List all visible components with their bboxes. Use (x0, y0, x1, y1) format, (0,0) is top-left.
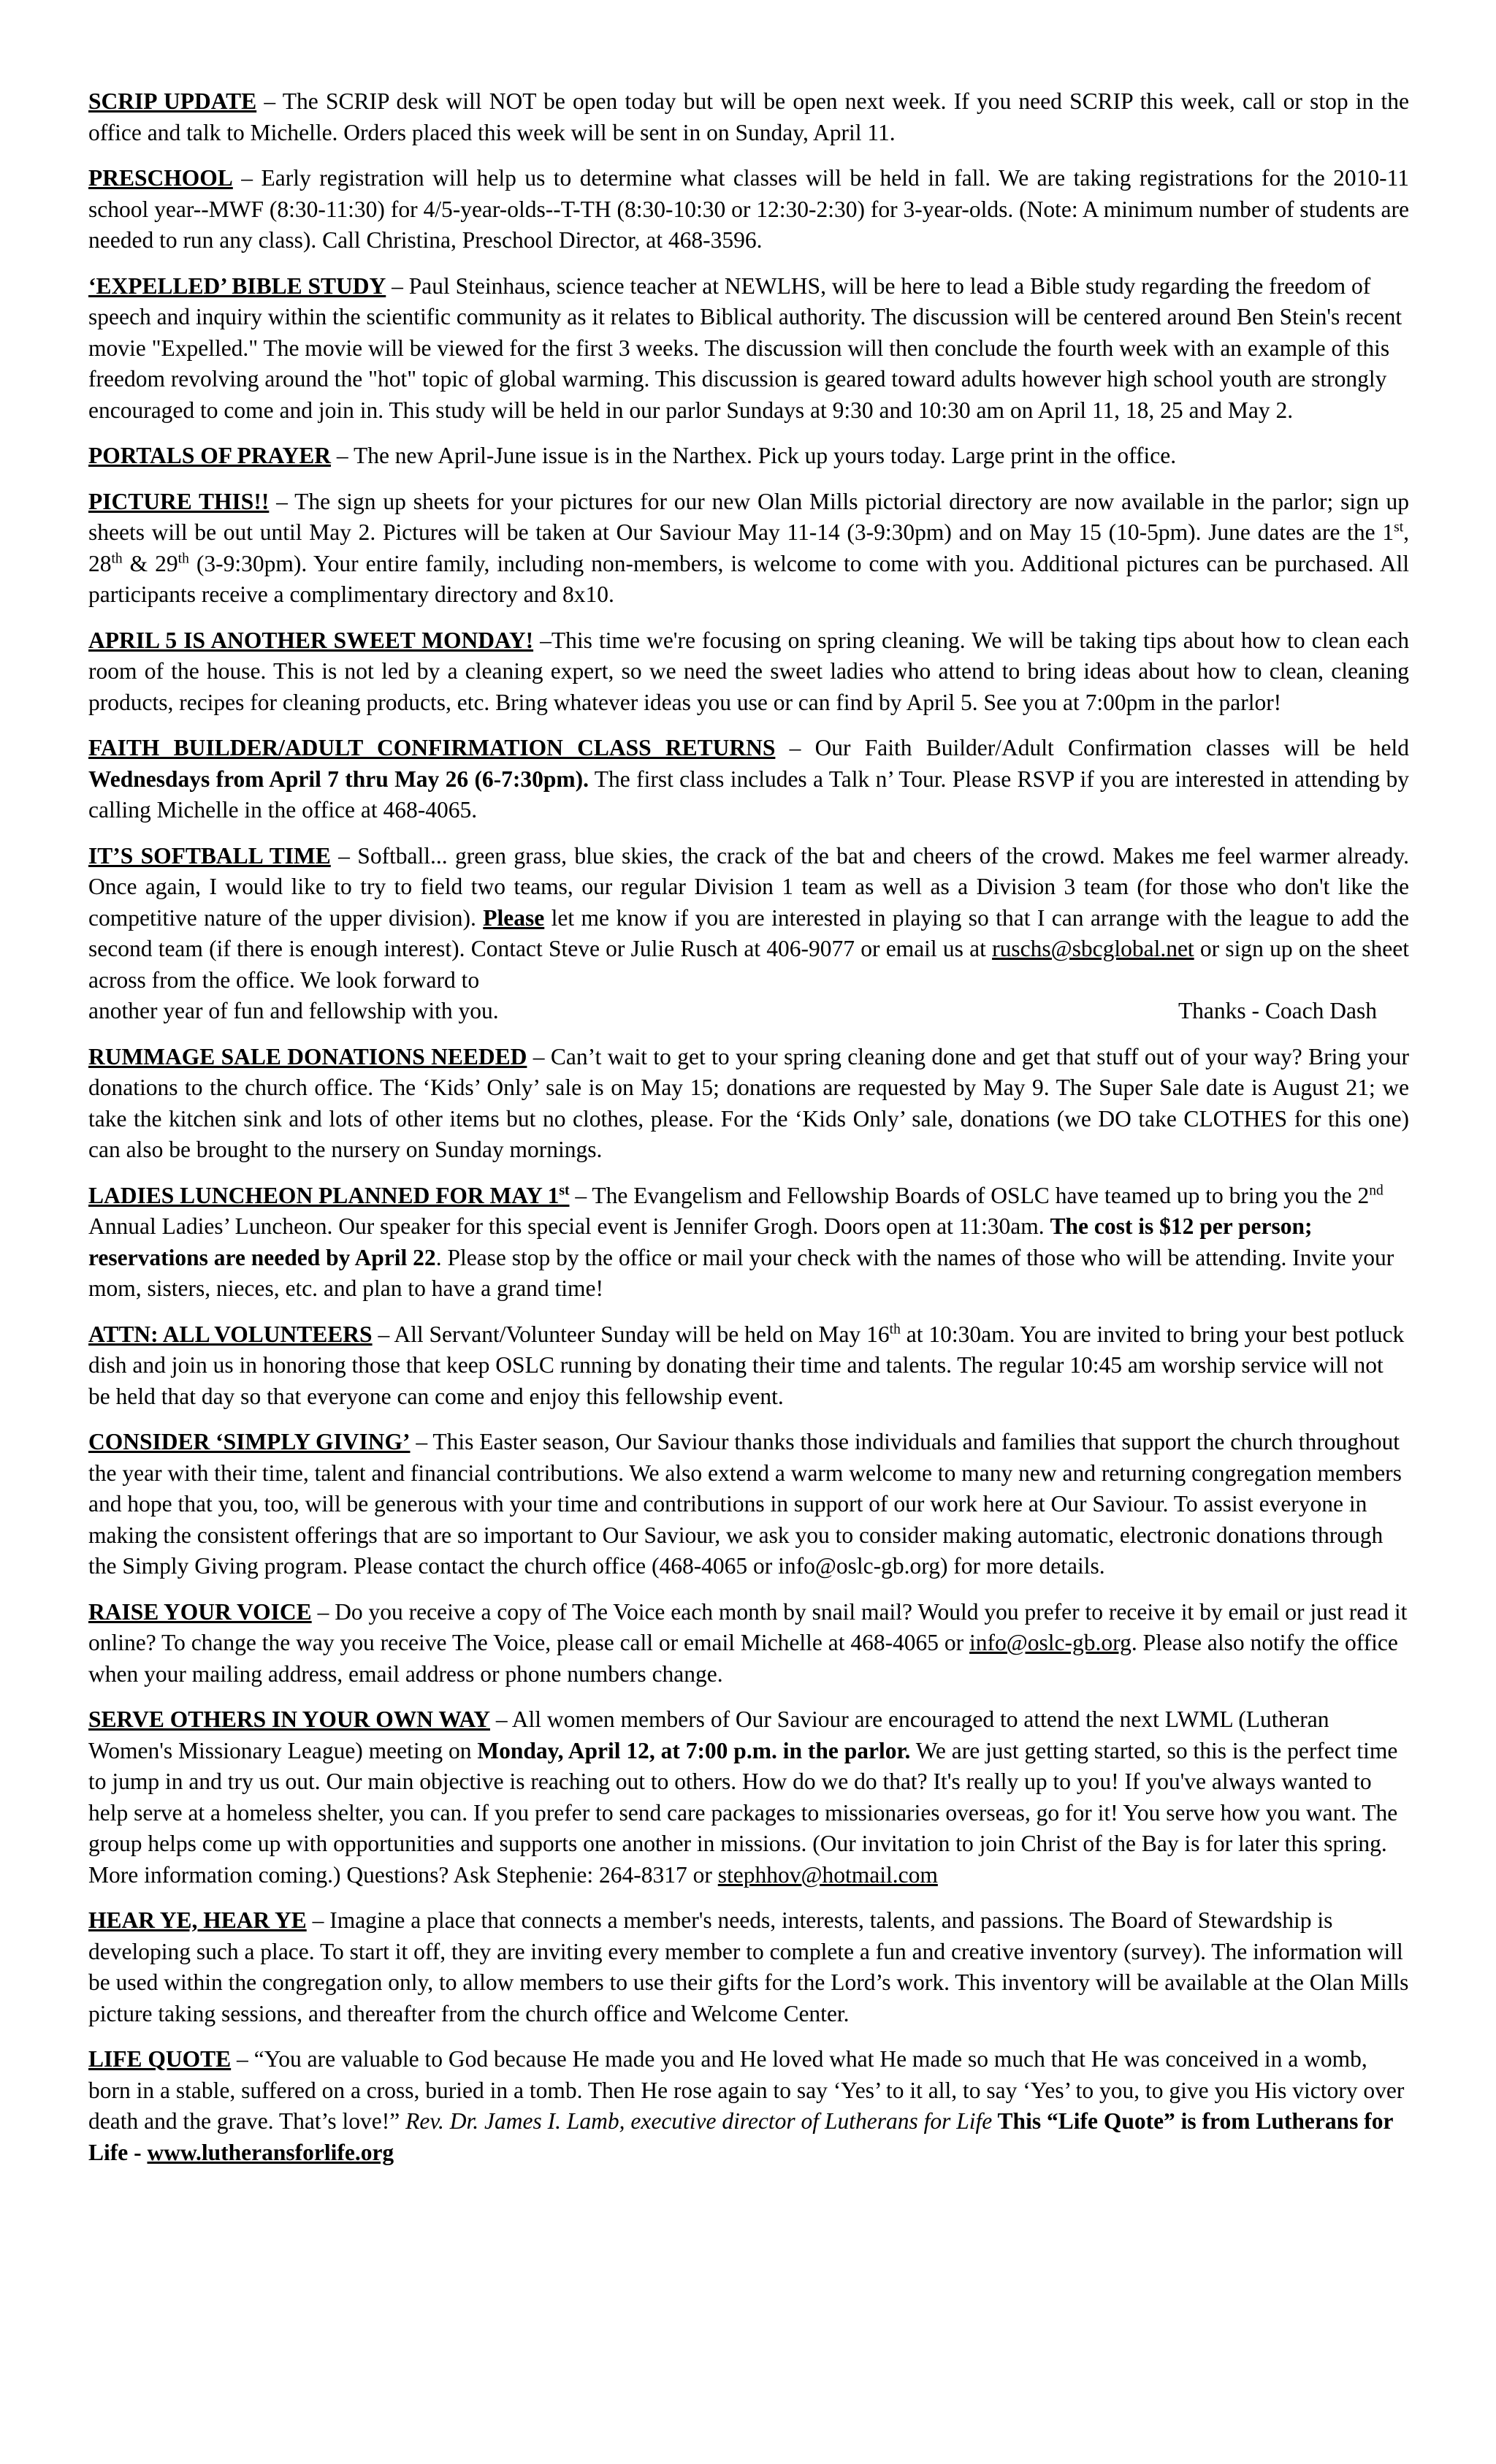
section-body: , 28 (88, 519, 1409, 576)
section-body: – The SCRIP desk will NOT be open today but will be open next week. If you need SCRIP this week, call or stop in the office and talk to Michelle. Orders placed this week will be sent in on Sunday, April 11. (88, 88, 1410, 145)
section-heading: LIFE QUOTE (88, 2046, 232, 2072)
faith-builder-section (88, 733, 1409, 826)
section-body: –This time we're focusing on spring cleaning. We will be taking tips about how to clean each room of the house. This is not led by a cleaning expert, so we need the sweet ladies who attend to bring ideas about how to clean, cleaning products, recipes for cleaning products, etc. Bring whatever ideas you use or can find by April 5. See you at 7:00pm in the parlor! (88, 627, 1409, 715)
section-body: . Please also notify the office when your mailing address, email address or phone numbers change. (88, 1630, 1398, 1687)
section-heading: PRESCHOOL (88, 165, 233, 191)
section-body: – Our Faith Builder/Adult Confirmation classes will be held (775, 735, 1409, 760)
sweet-monday-section (88, 625, 1409, 719)
rummage-sale-section (88, 1042, 1409, 1166)
section-heading: CONSIDER ‘SIMPLY GIVING’ (88, 1429, 411, 1454)
email-link[interactable]: stephhov@hotmail.com (717, 1861, 938, 1888)
section-body: (3-9:30pm). Your entire family, including non-members, is welcome to come with you. Additional pictures can be purchased. All participants receive a complimentary directory and 8x10. (88, 550, 1409, 607)
preschool-section (88, 163, 1409, 256)
please-emphasis: Please (483, 904, 545, 931)
section-heading (88, 1183, 569, 1208)
life-quote-section (88, 2044, 1409, 2168)
section-heading: FAITH BUILDER/ADULT CONFIRMATION CLASS RETURNS (88, 735, 776, 760)
email-link[interactable]: info@oslc-gb.org (969, 1630, 1131, 1655)
section-body: . Please stop by the office or mail your check with the names of those who will be attending. Invite your mom, sisters, nieces, etc. and plan to have a grand time! (88, 1244, 1394, 1301)
class-schedule: Wednesdays from April 7 thru May 26 (6-7:30pm). (88, 766, 589, 792)
picture-this-section (88, 487, 1409, 611)
section-heading: HEAR YE, HEAR YE (88, 1907, 307, 1933)
hear-ye-section (88, 1905, 1409, 2029)
section-body: – The Evangelism and Fellowship Boards of OSLC have teamed up to bring you the 2 (569, 1182, 1370, 1208)
meeting-time: Monday, April 12, at 7:00 p.m. in the parlor. (477, 1737, 911, 1763)
softball-section (88, 841, 1409, 1027)
ordinal-suffix: th (111, 551, 123, 566)
section-body: – The sign up sheets for your pictures for our new Olan Mills pictorial directory are now available in the parlor; sign up sheets will be out until May 2. Pictures will be taken at Our Saviour May 11-14 (3-9:30pm) and on May 15 (10-5pm). June dates are the 1 (88, 488, 1409, 545)
section-heading: APRIL 5 IS ANOTHER SWEET MONDAY! (88, 627, 534, 653)
section-body: – Can’t wait to get to your spring cleaning done and get that stuff out of your way? Bring your donations to the church office. The ‘Kids’ Only’ sale is on May 15; donations are requested by May 9. The Super Sale date is August 21; we take the kitchen sink and lots of other items but no clothes, please. For the ‘Kids Only’ sale, donations (we DO take CLOTHES for this one) can also be brought to the nursery on Sunday mornings. (88, 1043, 1409, 1162)
website-link[interactable]: www.lutheransforlife.org (147, 2139, 394, 2165)
section-body: at 10:30am. You are invited to bring your best potluck dish and join us in honoring those that keep OSLC running by donating their time and talents. The regular 10:45 am worship service will not be held that day so that everyone can come and enjoy this fellowship event. (88, 1321, 1405, 1409)
ordinal-suffix: st (1394, 519, 1404, 535)
ordinal-suffix: th (889, 1321, 901, 1337)
portals-of-prayer-section (88, 440, 1409, 472)
section-body: or sign up on the sheet across from the office. We look forward to (88, 936, 1409, 993)
section-body: – Do you receive a copy of The Voice each month by snail mail? Would you prefer to receive it by email or just read it online? To change the way you receive The Voice, please call or email Michelle at 468-4065 or (88, 1598, 1408, 1655)
section-body: Annual Ladies’ Luncheon. Our speaker for this special event is Jennifer Grogh. Doors open at 11:30am. (88, 1213, 1050, 1239)
volunteers-section (88, 1319, 1409, 1413)
scrip-update-section (88, 86, 1409, 148)
section-body: – Imagine a place that connects a member's needs, interests, talents, and passions. The Board of Stewardship is developing such a place. To start it off, they are inviting every member to complete a fun and creative inventory (survey). The information will be used within the congregation only, to allow members to use their gifts for the Lord’s work. This inventory will be available at the Olan Mills picture taking sessions, and thereafter from the church office and Welcome Center. (88, 1907, 1409, 2026)
section-body: – Softball... green grass, blue skies, the crack of the bat and cheers of the crowd. Makes me feel warmer already. Once again, I would like to try to field two teams, our regular Division 1 team as well as a Division 3 team (for those who don't like the competitive nature of the upper division). (88, 842, 1409, 931)
section-body: – Paul Steinhaus, science teacher at NEWLHS, will be here to lead a Bible study regarding the freedom of speech and inquiry within the scientific community as it relates to Biblical authority. The discussion will be centered around Ben Stein's recent movie "Expelled." The movie will be viewed for the first 3 weeks. The discussion will then conclude the fourth week with an example of this freedom revolving around the "hot" topic of global warming. This discussion is geared toward adults however high school youth are strongly encouraged to come and join in. This study will be held in our parlor Sundays at 9:30 and 10:30 am on April 11, 18, 25 and May 2. (88, 272, 1402, 423)
softball-signoff-row (88, 996, 1409, 1027)
section-body: We are just getting started, so this is the perfect time to jump in and try us out. Our main objective is reaching out to others. How do we do that? It's really up to you! If you've always wanted to help serve at a homeless shelter, you can. If you prefer to send care packages to missionaries overseas, go for it! You serve how you want. The group helps come up with opportunities and supports one another in missions. (Our invitation to join Christ of the Bay is for later this spring. More information coming.) Questions? Ask Stephenie: 264-8317 or (88, 1737, 1398, 1888)
section-body: let me know if you are interested in playing so that I can arrange with the league to add the second team (if there is enough interest). Contact Steve or Julie Rusch at 406-9077 or email us at (88, 904, 1410, 961)
section-heading: SCRIP UPDATE (88, 88, 257, 114)
section-body: The first class includes a Talk n’ Tour. Please RSVP if you are interested in attending by calling Michelle in the office at 468-4065. (88, 766, 1410, 823)
section-heading: PICTURE THIS!! (88, 488, 270, 514)
section-body: – The new April-June issue is in the Narthex. Pick up yours today. Large print in the office. (331, 443, 1177, 468)
section-body: – All Servant/Volunteer Sunday will be held on May 16 (372, 1321, 890, 1347)
quote-attribution: Rev. Dr. James I. Lamb, executive director of Lutherans for Life (405, 2108, 993, 2134)
section-heading: SERVE OTHERS IN YOUR OWN WAY (88, 1706, 490, 1732)
section-body: – Early registration will help us to determine what classes will be held in fall. We are taking registrations for the 2010-11 school year--MWF (8:30-11:30) for 4/5-year-olds--T-TH (8:30-10:30 or 12:30-2:30) for 3-year-olds. (Note: A minimum number of students are needed to run any class). Call Christina, Preschool Director, at 468-3596. (88, 165, 1409, 253)
section-body: & 29 (122, 550, 178, 576)
simply-giving-section (88, 1427, 1409, 1582)
serve-others-section (88, 1704, 1409, 1891)
ordinal-suffix: th (178, 551, 189, 566)
section-heading: RAISE YOUR VOICE (88, 1598, 312, 1625)
section-body: – This Easter season, Our Saviour thanks those individuals and families that support the church throughout the year with their time, talent and financial contributions. We also extend a warm welcome to many new and returning congregation members and hope that you, too, will be generous with your time and contributions in support of our work here at Our Saviour. To assist everyone in making the consistent offerings that are so important to Our Saviour, we ask you to consider making automatic, electronic donations through the Simply Giving program. Please contact the church office (468-4065 or info@oslc-gb.org) for more details. (88, 1429, 1402, 1579)
cost-notice: The cost is $12 per person; reservations are needed by April 22 (88, 1213, 1313, 1270)
section-body: – All women members of Our Saviour are encouraged to attend the next LWML (Lutheran Women's Missionary League) meeting on (88, 1706, 1329, 1763)
section-heading: IT’S SOFTBALL TIME (88, 842, 331, 869)
section-heading: RUMMAGE SALE DONATIONS NEEDED (88, 1043, 527, 1069)
ordinal-suffix: st (559, 1183, 570, 1198)
signoff: Thanks - Coach Dash (1178, 998, 1377, 1023)
section-body-last-line: another year of fun and fellowship with you. (88, 998, 499, 1023)
quote-text: – “You are valuable to God because He made you and He loved what He made so much that He was conceived in a womb, born in a stable, suffered on a cross, buried in a tomb. Then He rose again to say ‘Yes’ to it all, to say ‘Yes’ to you, to give you His victory over death and the grave. That’s love!” (88, 2046, 1405, 2134)
section-heading: ‘EXPELLED’ BIBLE STUDY (88, 272, 386, 299)
ladies-luncheon-section (88, 1180, 1409, 1305)
ordinal-suffix: nd (1369, 1183, 1384, 1198)
quote-source: This “Life Quote” is from Lutherans for Life - (88, 2108, 1393, 2165)
section-heading: PORTALS OF PRAYER (88, 443, 332, 468)
raise-your-voice-section (88, 1597, 1409, 1690)
expelled-bible-study-section (88, 271, 1409, 427)
section-heading-text: LADIES LUNCHEON PLANNED FOR MAY 1 (88, 1182, 560, 1208)
section-heading: ATTN: ALL VOLUNTEERS (88, 1321, 373, 1347)
email-link[interactable]: ruschs@sbcglobal.net (992, 936, 1194, 961)
